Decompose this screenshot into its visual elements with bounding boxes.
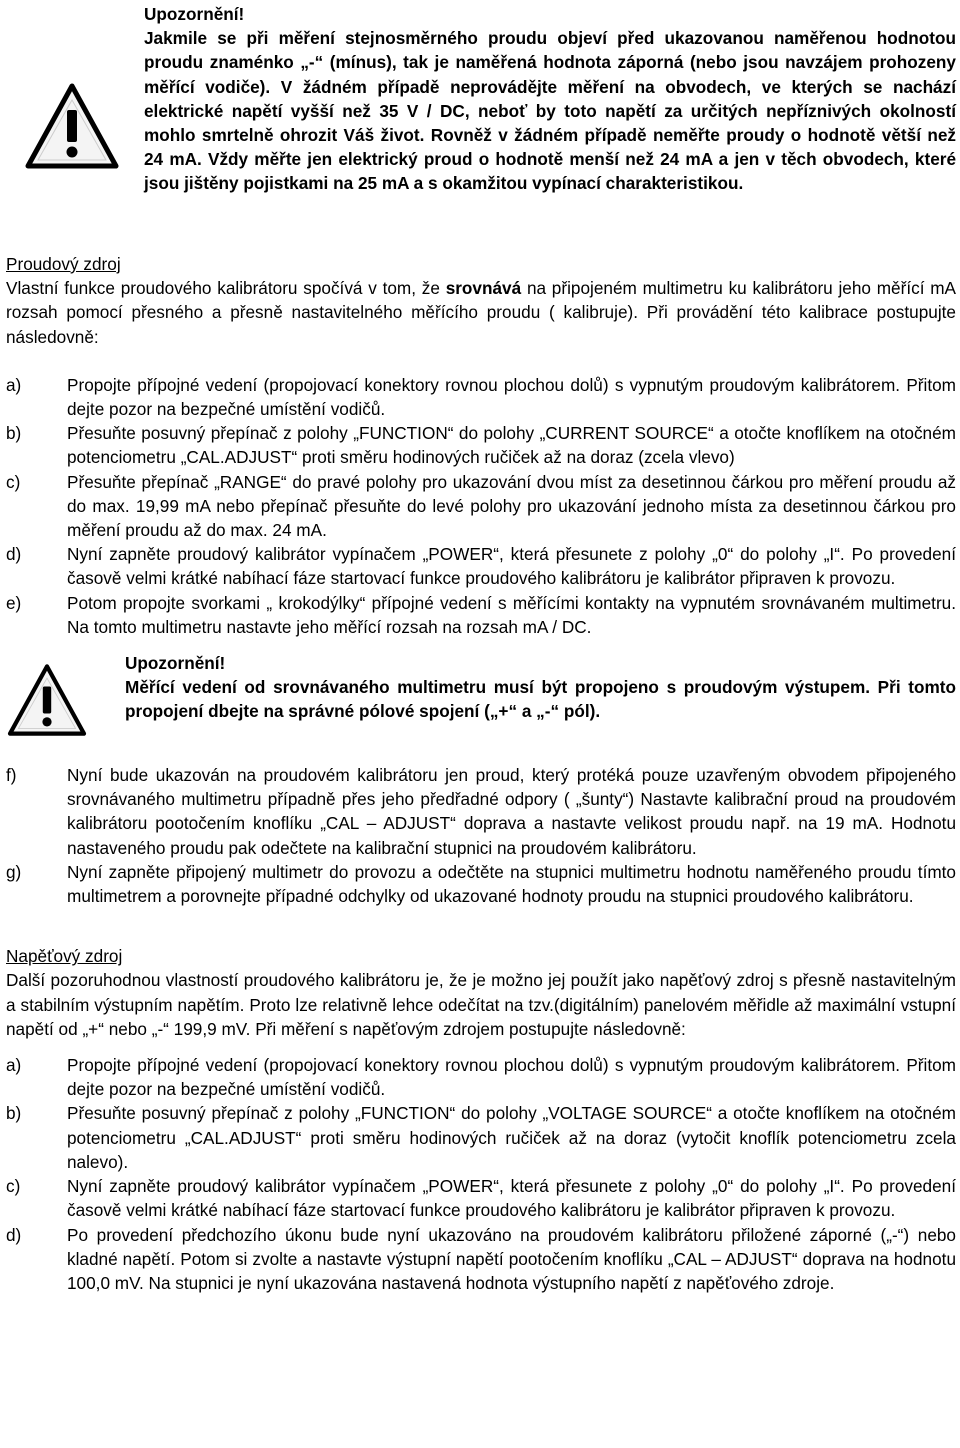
warning-text: Měřící vedení od srovnávaného multimetru musí být propojeno s proudovým výstupem. Při tomto propojení dbejte na správné pólové spojení („+“ a „-“ pól). — [125, 677, 956, 722]
current-source-intro: Vlastní funkce proudového kalibrátoru spočívá v tom, že srovnává na připojeném multimetru ku kalibrátoru jeho měřící mA rozsah pomocí přesného a přesně nastavitelného měřícího proudu ( kalibruje). Při provádění této kalibrace postupujte následovně: — [6, 278, 957, 347]
voltage-source-intro: Další pozoruhodnou vlastností proudového kalibrátoru je, že je možno jej použít jako napěťový zdroj s přesně nastavitelným a stabilním výstupním napětím. Proto lze relativně lehce odečítat na tzv.(digitálním) panelovém měřidle až maximální vstupní napětí od „+“ nebo „-“ 199,9 mV. Při měření s napěťovým zdrojem postupujte následovně: — [6, 970, 956, 1039]
warning-triangle-icon — [6, 663, 88, 737]
list-item: c) Přesuňte přepínač „RANGE“ do pravé polohy pro ukazování dvou míst za desetinnou čárkou pro měření proudu až do max. 19,99 mA nebo přepínač přesuňte do levé polohy pro ukazování jednoho místa za desetinnou čárkou pro měření proudu až do max. 24 mA. — [6, 471, 956, 541]
list-item: e) Potom propojte svorkami „ krokodýlky“ přípojné vedení s měřícími kontakty na vypnutém srovnávaném multimetru. Na tomto multimetru nastavte jeho měřící rozsah na rozsah mA / DC. — [6, 592, 956, 637]
voltage-source-section — [6, 944, 956, 1295]
current-source-steps — [6, 373, 956, 639]
warning-title: Upozornění! — [144, 4, 245, 24]
list-item: c) Nyní zapněte proudový kalibrátor vypínačem „POWER“, která přesunete z polohy „0“ do polohy „I“. Po provedení časově velmi krátké nabíhací fáze startovací funkce proudového kalibrátoru je kalibrátor připraven k provozu. — [6, 1176, 956, 1221]
list-item: g) Nyní zapněte připojený multimetr do provozu a odečtěte na stupnici multimetru hodnotu naměřeného proudu tímto multimetrem a porovnejte případné odchylky od ukazované hodnoty proudu na stupnici proudového kalibrátoru. — [6, 861, 956, 907]
voltage-source-steps — [6, 1053, 956, 1295]
warning-block-2 — [6, 651, 956, 755]
section-heading-voltage-source: Napěťový zdroj — [6, 946, 123, 967]
warning-block-1 — [6, 0, 956, 240]
document-page — [6, 0, 956, 1295]
list-item: a) Propojte přípojné vedení (propojovací konektory rovnou plochou dolů) s vypnutým proudovým kalibrátorem. Přitom dejte pozor na bezpečné umístění vodičů. — [6, 374, 956, 420]
warning-title: Upozornění! — [125, 653, 226, 674]
list-item: d) Nyní zapněte proudový kalibrátor vypínačem „POWER“, která přesunete z polohy „0“ do polohy „I“. Po provedení časově velmi krátké nabíhací fáze startovací funkce proudového kalibrátoru je kalibrátor připraven k provozu. — [6, 544, 956, 589]
warning-text: Jakmile se při měření stejnosměrného proudu objeví před ukazovanou naměřenou hodnotou proudu znaménko „-“ (mínus), tak je naměřená hodnota záporná (nebo jsou navzájem prohozeny měřící vodiče). V žádném případě neprovádějte měření na obvodech, ve kterých se nachází elektrické napětí vyšší než 35 V / DC, neboť by toto napětí za určitých nepříznivých okolností mohlo smrtelně ohrozit Váš život. Rovněž v žádném případě neměřte proudy o hodnotě větší než 24 mA. Vždy měřte jen elektrický proud o hodnotě menší než 24 mA a jen v těch obvodech, které jsou jištěny pojistkami na 25 mA a s okamžitou vypínací charakteristikou. — [144, 28, 956, 194]
warning-triangle-icon — [24, 82, 120, 170]
section-heading-current-source: Proudový zdroj — [6, 254, 121, 274]
list-item: b) Přesuňte posuvný přepínač z polohy „FUNCTION“ do polohy „CURRENT SOURCE“ a otočte knoflíkem na otočném potenciometru „CAL.ADJUST“ proti směru hodinových ručiček až na doraz (zcela vlevo) — [6, 423, 956, 468]
current-source-steps-continued — [6, 763, 956, 908]
list-item: b) Přesuňte posuvný přepínač z polohy „FUNCTION“ do polohy „VOLTAGE SOURCE“ a otočte knoflíkem na otočném potenciometru „CAL.ADJUST“ proti směru hodinových ručiček až na doraz (vytočit knoflík potenciometru zcela nalevo). — [6, 1103, 956, 1172]
current-source-section — [6, 252, 956, 908]
list-item: d) Po provedení předchozího úkonu bude nyní ukazováno na proudovém kalibrátoru přiložené záporné („-“) nebo kladné napětí. Potom si zvolte a nastavte výstupní napětí pootočením knoflíku „CAL – ADJUST“ doprava na hodnotu 100,0 mV. Na stupnici je nyní ukazována nastavená hodnota výstupního napětí z napěťového zdroje. — [6, 1224, 956, 1293]
list-item: f) Nyní bude ukazován na proudovém kalibrátoru jen proud, který protéká pouze uzavřeným obvodem připojeného srovnávaného multimetru případně přes jeho předřadné odpory ( „šunty“) Nastavte kalibrační proud na proudovém kalibrátoru pootočením knoflíku „CAL – ADJUST“ doprava a nastavte velikost proudu např. na 19 mA. Hodnotu nastaveného proudu pak odečtete na kalibrační stupnici na proudovém kalibrátoru. — [6, 765, 956, 858]
list-item: a) Propojte přípojné vedení (propojovací konektory rovnou plochou dolů) s vypnutým proudovým kalibrátorem. Přitom dejte pozor na bezpečné umístění vodičů. — [6, 1055, 956, 1100]
